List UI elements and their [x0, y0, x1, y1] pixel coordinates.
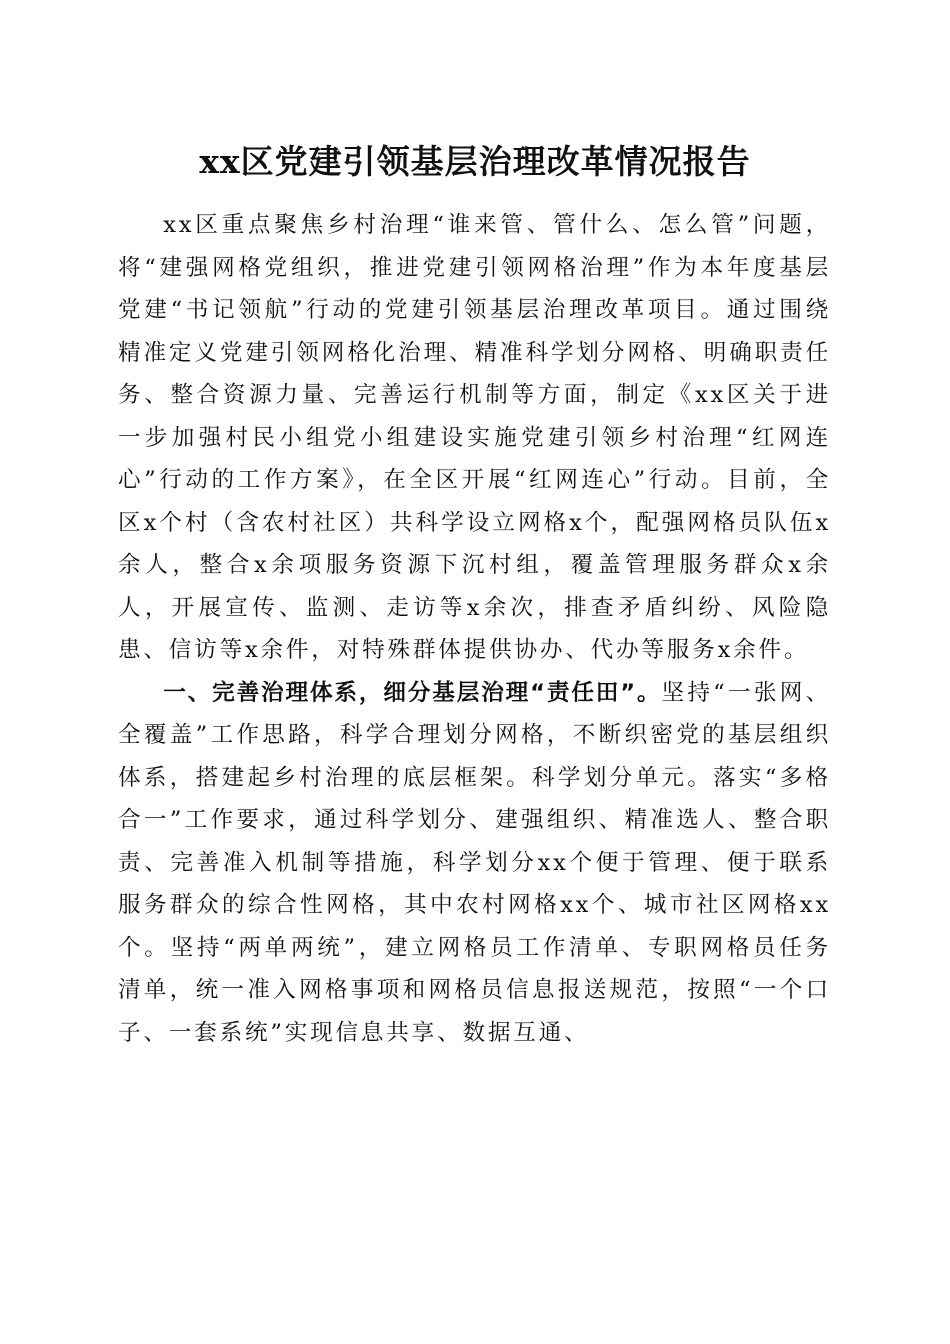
- section-1-paragraph: [118, 672, 831, 1055]
- intro-paragraph: xx区重点聚焦乡村治理“谁来管、管什么、怎么管”问题，将“建强网格党组织，推进党建引领网格治理”作为本年度基层党建“书记领航”行动的党建引领基层治理改革项目。通过围绕精准定义党建引领网格化治理、精准科学划分网格、明确职责任务、整合资源力量、完善运行机制等方面，制定《xx区关于进一步加强村民小组党小组建设实施党建引领乡村治理“红网连心”行动的工作方案》，在全区开展“红网连心”行动。目前，全区x个村（含农村社区）共科学设立网格x个，配强网格员队伍x余人，整合x余项服务资源下沉村组，覆盖管理服务群众x余人，开展宣传、监测、走访等x余次，排查矛盾纠纷、风险隐患、信访等x余件，对特殊群体提供协办、代办等服务x余件。: [118, 212, 831, 663]
- document-title: xx区党建引领基层治理改革情况报告: [199, 142, 751, 181]
- document-body: [118, 204, 831, 1054]
- section-1-heading: 一、完善治理体系，细分基层治理“责任田”。: [163, 679, 662, 706]
- section-1-body: 坚持“一张网、全覆盖”工作思路，科学合理划分网格，不断织密党的基层组织体系，搭建起乡村治理的底层框架。科学划分单元。落实“多格合一”工作要求，通过科学划分、建强组织、精准选人、整合职责、完善准入机制等措施，科学划分xx个便于管理、便于联系服务群众的综合性网格，其中农村网格xx个、城市社区网格xx个。坚持“两单两统”，建立网格员工作清单、专职网格员任务清单，统一准入网格事项和网格员信息报送规范，按照“一个口子、一套系统”实现信息共享、数据互通、: [118, 679, 831, 1046]
